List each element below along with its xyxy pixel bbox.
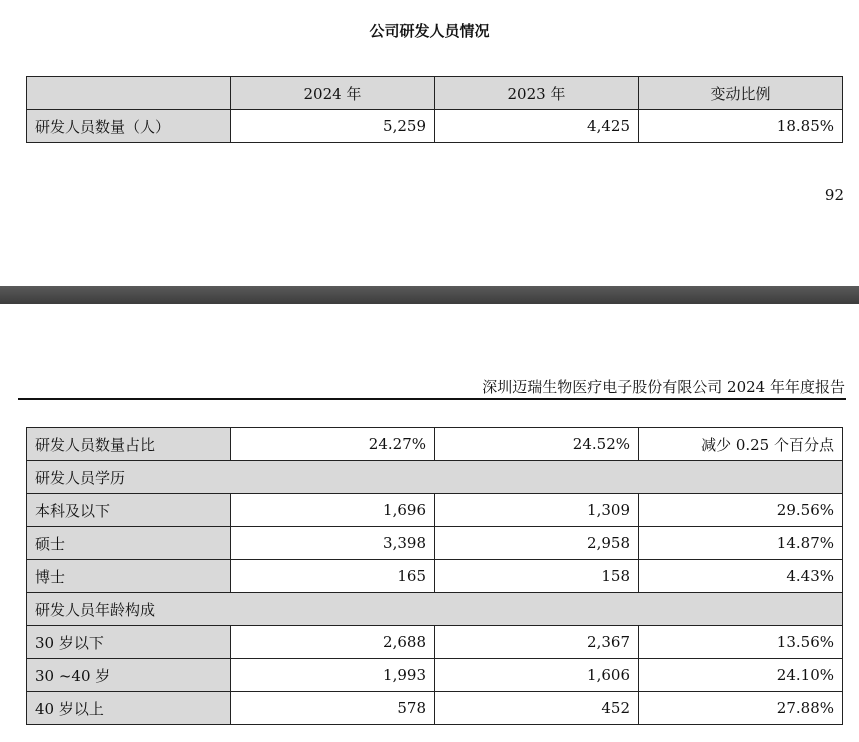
cell-2024: 165 [231,560,435,593]
cell-change: 4.43% [639,560,843,593]
cell-change: 29.56% [639,494,843,527]
section-label: 研发人员年龄构成 [27,593,843,626]
row-label: 博士 [27,560,231,593]
cell-2023: 1,309 [435,494,639,527]
table-row [27,659,843,692]
row-label: 30 岁以下 [27,626,231,659]
row-label: 本科及以下 [27,494,231,527]
table-row [27,494,843,527]
cell-2024: 1,993 [231,659,435,692]
table-row [27,692,843,725]
row-label: 40 岁以上 [27,692,231,725]
rd-staff-table-bottom [26,427,843,725]
running-header: 深圳迈瑞生物医疗电子股份有限公司 2024 年年度报告 [482,378,845,396]
cell-change: 13.56% [639,626,843,659]
cell-2024: 578 [231,692,435,725]
header-cell-empty [27,77,231,110]
cell-2024: 2,688 [231,626,435,659]
cell-2024: 3,398 [231,527,435,560]
section-label: 研发人员学历 [27,461,843,494]
section-row-education [27,461,843,494]
cell-change: 24.10% [639,659,843,692]
cell-2024: 1,696 [231,494,435,527]
row-label: 研发人员数量占比 [27,428,231,461]
cell-2023: 452 [435,692,639,725]
header-rule [18,398,846,400]
header-cell-2024: 2024 年 [231,77,435,110]
header-cell-2023: 2023 年 [435,77,639,110]
rd-staff-table-top [26,76,843,143]
table-row [27,560,843,593]
page-separator [0,286,859,304]
cell-change: 14.87% [639,527,843,560]
section-title: 公司研发人员情况 [369,22,490,40]
row-label: 研发人员数量（人） [27,110,231,143]
section-row-age [27,593,843,626]
header-cell-change: 变动比例 [639,77,843,110]
cell-2023: 2,958 [435,527,639,560]
cell-change: 27.88% [639,692,843,725]
table-row [27,626,843,659]
cell-2023: 24.52% [435,428,639,461]
cell-2023: 158 [435,560,639,593]
table-row [27,527,843,560]
cell-2024: 5,259 [231,110,435,143]
cell-change: 18.85% [639,110,843,143]
table-row [27,110,843,143]
table-row [27,428,843,461]
cell-2023: 2,367 [435,626,639,659]
page-number: 92 [824,186,844,204]
cell-2023: 1,606 [435,659,639,692]
row-label: 30 ~40 岁 [27,659,231,692]
row-label: 硕士 [27,527,231,560]
cell-2023: 4,425 [435,110,639,143]
table-header-row [27,77,843,110]
cell-change: 减少 0.25 个百分点 [639,428,843,461]
cell-2024: 24.27% [231,428,435,461]
